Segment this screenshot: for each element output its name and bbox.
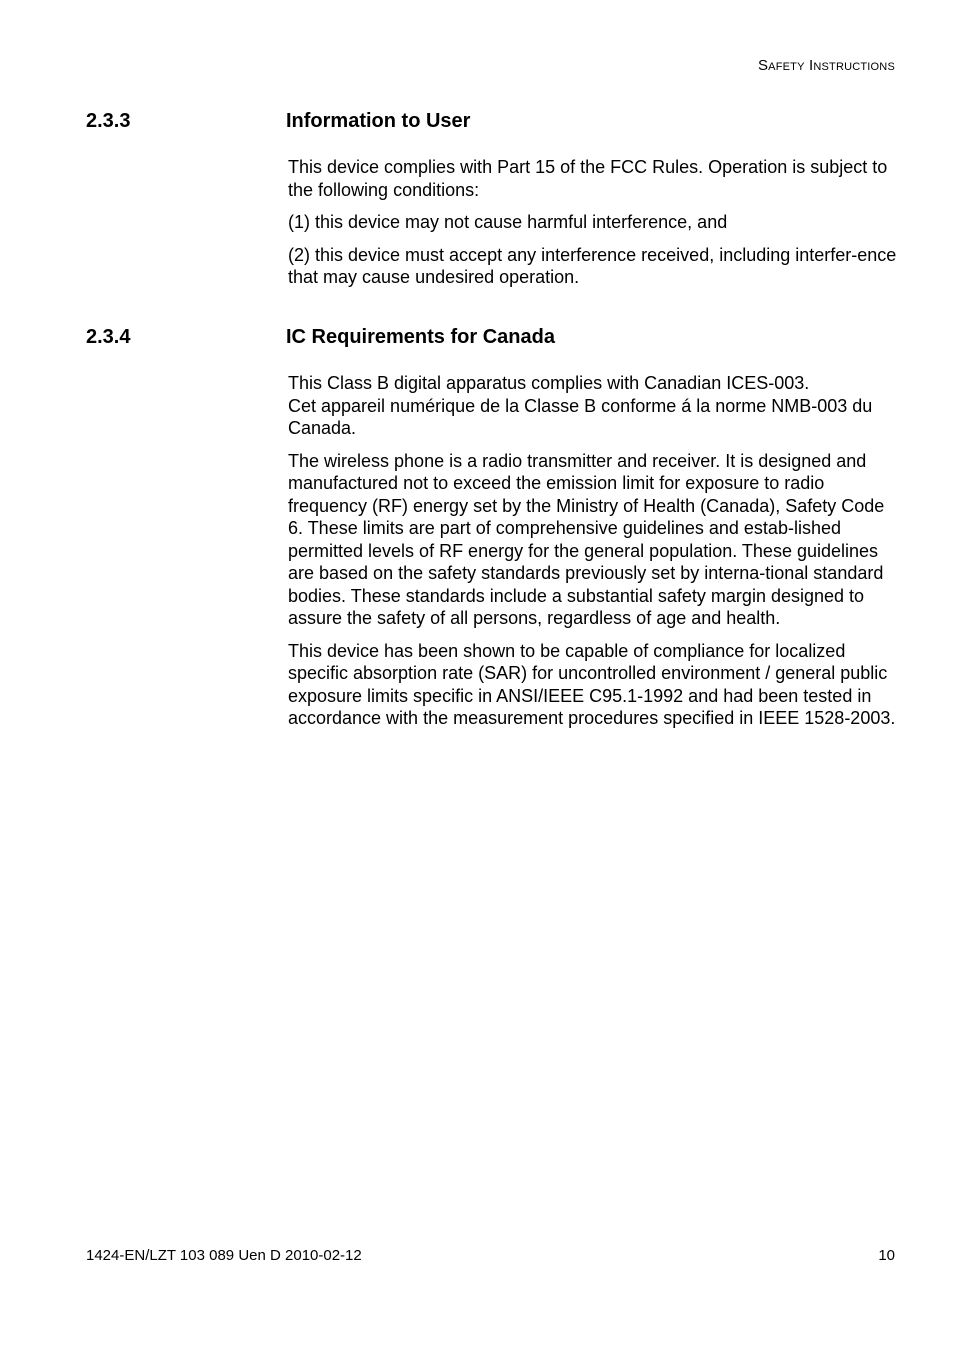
section-title: Information to User <box>286 110 471 132</box>
paragraph: This device complies with Part 15 of the FCC Rules. Operation is subject to the following conditions: <box>288 157 888 200</box>
paragraph-line-en: This Class B digital apparatus complies with Canadian ICES-003. <box>288 373 810 393</box>
section-body <box>288 156 898 299</box>
paragraph <box>288 372 898 440</box>
paragraph: This device has been shown to be capable of compliance for localized specific absorption rate (SAR) for uncontrolled environment / general public exposure limits specific in ANSI/IEEE C95.1-1992 and had been tested in accordance with the measurement procedures specified in IEEE 1528-2003. <box>288 640 896 728</box>
footer-document-id: 1424-EN/LZT 103 089 Uen D 2010-02-12 <box>86 1247 362 1264</box>
paragraph: The wireless phone is a radio transmitter and receiver. It is designed and manufactured not to exceed the emission limit for exposure to radio frequency (RF) energy set by the Ministry of Health (Canada), Safety Code 6. These limits are part of comprehensive guidelines and estab-lished permitted levels of RF energy for the general population. These guidelines are based on the safety standards previously set by interna-tional standard bodies. These standards include a substantial safety margin designed to assure the safety of all persons, regardless of age and health. <box>288 450 885 628</box>
running-header: Safety Instructions <box>757 57 895 74</box>
section-number: 2.3.3 <box>86 110 131 132</box>
paragraph: (2) this device must accept any interference received, including interfer-ence that may cause undesired operation. <box>288 244 897 287</box>
footer-page-number: 10 <box>878 1247 895 1264</box>
section-title: IC Requirements for Canada <box>286 326 555 348</box>
paragraph: (1) this device may not cause harmful interference, and <box>288 212 728 232</box>
section-number: 2.3.4 <box>86 326 131 348</box>
section-body <box>288 372 898 740</box>
paragraph-line-fr: Cet appareil numérique de la Classe B conforme á la norme NMB-003 du Canada. <box>288 395 873 438</box>
